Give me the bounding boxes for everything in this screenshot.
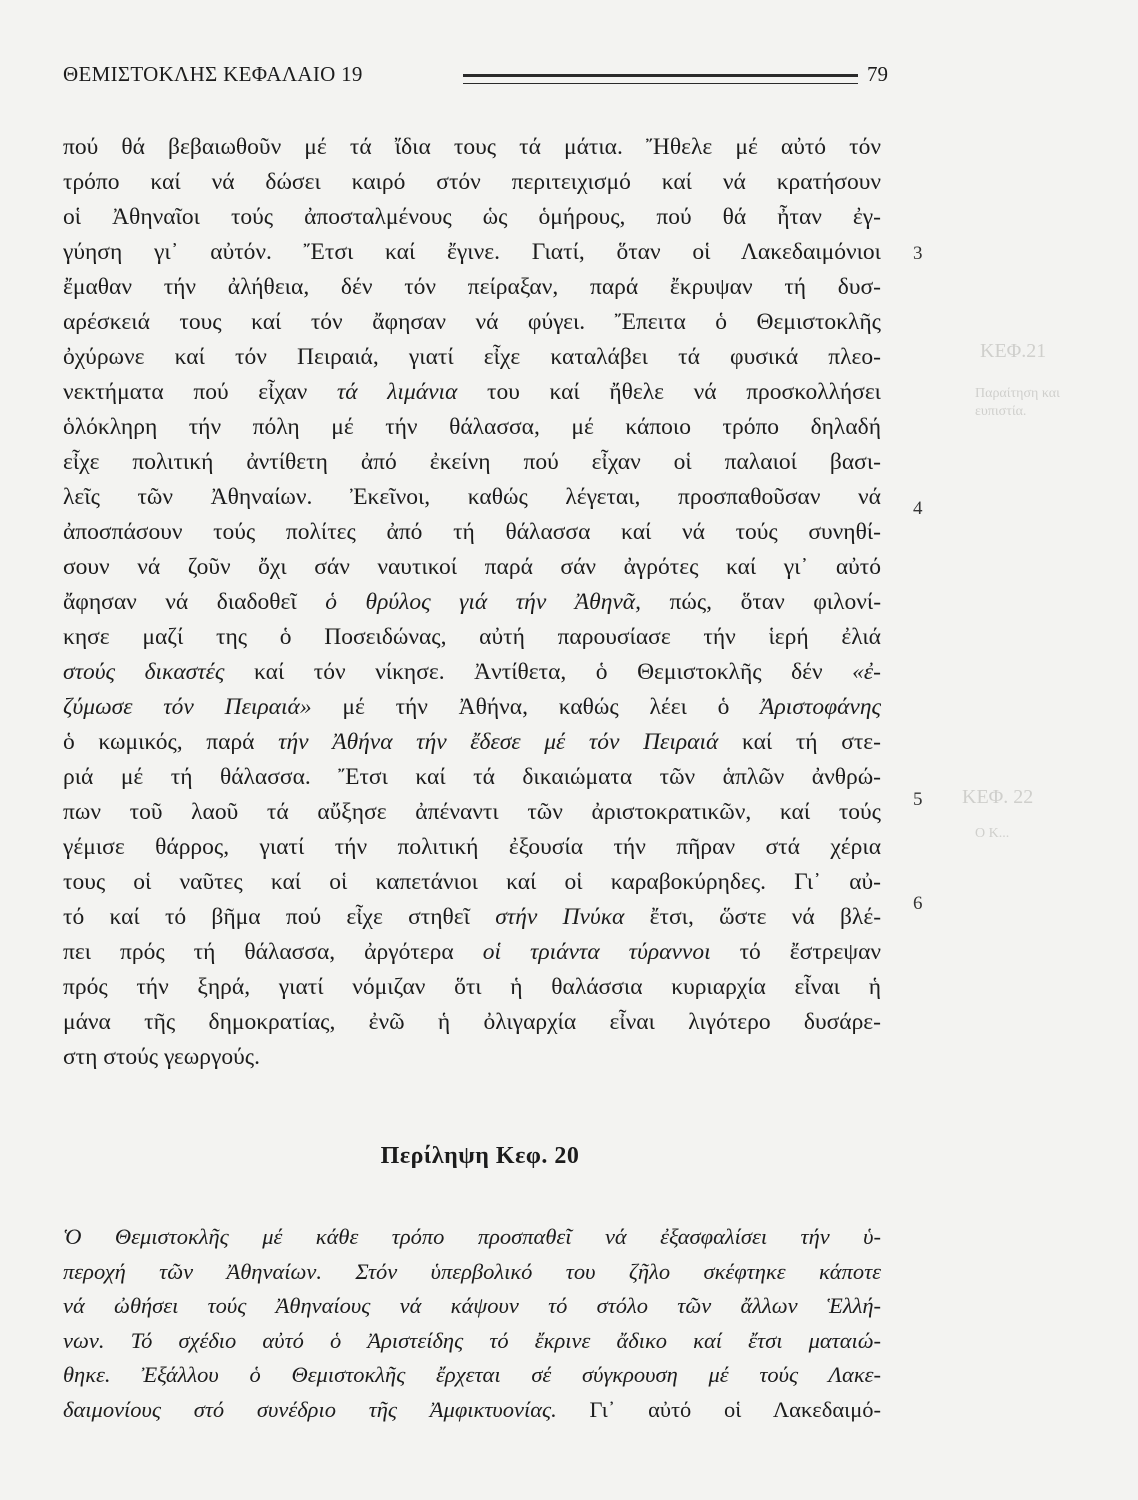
text-line: αρέσκειά τους καί τόν ἄφησαν νά φύγει. Ἔπειτα ὁ Θεμιστοκλῆς [63, 309, 881, 335]
show-through-text: Ο Κ... [975, 826, 1010, 841]
text-line: πού θά βεβαιωθοῦν μέ τά ἴδια τους τά μάτια. Ἤθελε μέ αὐτό τόν [63, 134, 881, 160]
text-line: μάνα τῆς δημοκρατίας, ἐνῶ ἡ ὀλιγαρχία εἶναι λιγότερο δυσάρε- [63, 1009, 881, 1035]
text-line: ὁ κωμικός, παρά τήν Ἀθήνα τήν ἔδεσε μέ τόν Πειραιά καί τή στε- [63, 729, 881, 755]
text-line: ὀχύρωνε καί τόν Πειραιά, γιατί εἶχε καταλάβει τά φυσικά πλεο- [63, 344, 881, 370]
summary-line: νά ὠθήσει τούς Ἀθηναίους νά κάψουν τό στόλο τῶν ἄλλων Ἑλλή- [63, 1293, 881, 1318]
show-through-text: Παραίτηση και [975, 386, 1060, 401]
margin-number: 3 [913, 243, 923, 264]
text-line: τρόπο καί νά δώσει καιρό στόν περιτειχισμό καί νά κρατήσουν [63, 169, 881, 195]
summary-line: δαιμονίους στό συνέδριο τῆς Ἀμφικτυονίας. Γι᾽ αὐτό οἱ Λακεδαιμό- [63, 1396, 881, 1422]
show-through-text: ΚΕΦ.21 [980, 340, 1047, 362]
text-line: ἄφησαν νά διαδοθεῖ ὁ θρύλος γιά τήν Ἀθηνᾶ, πώς, ὅταν φιλονί- [63, 589, 881, 615]
text-line: ἀποσπάσουν τούς πολίτες ἀπό τή θάλασσα καί νά τούς συνηθί- [63, 519, 881, 545]
text-line: λεῖς τῶν Ἀθηναίων. Ἐκεῖνοι, καθώς λέγεται, προσπαθοῦσαν νά [63, 484, 881, 510]
margin-number: 5 [913, 789, 923, 810]
body-text [63, 130, 881, 1075]
summary-line: νων. Τό σχέδιο αὐτό ὁ Ἀριστείδης τό ἔκρινε ἄδικο καί ἔτσι ματαιώ- [63, 1327, 881, 1353]
text-line: σουν νά ζοῦν ὄχι σάν ναυτικοί παρά σάν ἀγρότες καί γι᾽ αὐτό [63, 554, 881, 580]
margin-number: 6 [913, 893, 923, 914]
text-line: οἱ Ἀθηναῖοι τούς ἀποσταλμένους ὡς ὁμήρους, πού θά ἦταν ἐγ- [63, 204, 881, 230]
text-line: γύηση γι᾽ αὐτόν. Ἔτσι καί ἔγινε. Γιατί, ὅταν οἱ Λακεδαιμόνιοι [63, 239, 881, 265]
show-through-text: ΚΕΦ. 22 [962, 786, 1034, 808]
text-line: κησε μαζί της ὁ Ποσειδώνας, αὐτή παρουσίασε τήν ἱερή ἐλιά [63, 624, 881, 650]
header-title: ΘΕΜΙΣΤΟΚΛΗΣ ΚΕΦΑΛΑΙΟ 19 [63, 62, 363, 86]
header-rule [463, 74, 858, 84]
margin-number: 4 [913, 498, 923, 519]
text-line: γέμισε θάρρος, γιατί τήν πολιτική ἐξουσία τήν πῆραν στά χέρια [63, 834, 881, 860]
text-line: πει πρός τή θάλασσα, ἀργότερα οἱ τριάντα τύραννοι τό ἔστρεψαν [63, 939, 881, 965]
summary-line: Ὁ Θεμιστοκλῆς μέ κάθε τρόπο προσπαθεῖ νά ἐξασφαλίσει τήν ὑ- [63, 1224, 881, 1249]
summary-line: θηκε. Ἐξάλλου ὁ Θεμιστοκλῆς ἔρχεται σέ σύγκρουση μέ τούς Λακε- [63, 1362, 881, 1387]
text-line: τό καί τό βῆμα πού εἶχε στηθεῖ στήν Πνύκα ἔτσι, ὥστε νά βλέ- [63, 904, 881, 930]
text-line: ὁλόκληρη τήν πόλη μέ τήν θάλασσα, μέ κάποιο τρόπο δηλαδή [63, 414, 881, 440]
text-line: ριά μέ τή θάλασσα. Ἔτσι καί τά δικαιώματα τῶν ἁπλῶν ἀνθρώ- [63, 764, 881, 790]
text-line: ἔμαθαν τήν ἀλήθεια, δέν τόν πείραξαν, παρά ἔκρυψαν τή δυσ- [63, 274, 881, 300]
text-line: πρός τήν ξηρά, γιατί νόμιζαν ὅτι ἡ θαλάσσια κυριαρχία εἶναι ἡ [63, 974, 881, 1000]
text-line: ζύμωσε τόν Πειραιά» μέ τήν Ἀθήνα, καθώς λέει ὁ Ἀριστοφάνης [63, 694, 881, 720]
text-line: τους οἱ ναῦτες καί οἱ καπετάνιοι καί οἱ καραβοκύρηδες. Γι᾽ αὐ- [63, 869, 881, 895]
running-header [63, 62, 888, 94]
text-line: νεκτήματα πού εἶχαν τά λιμάνια του καί ἤθελε νά προσκολλήσει [63, 379, 881, 405]
text-line: στη στούς γεωργούς. [63, 1044, 260, 1070]
summary-line: περοχή τῶν Ἀθηναίων. Στόν ὑπερβολικό του ζῆλο σκέφτηκε κάποτε [63, 1258, 881, 1284]
text-line: πων τοῦ λαοῦ τά αὔξησε ἀπέναντι τῶν ἀριστοκρατικῶν, καί τούς [63, 799, 881, 825]
page-number: 79 [867, 62, 888, 86]
summary-paragraph [63, 1220, 881, 1427]
section-title: Περίληψη Κεφ. 20 [380, 1143, 580, 1169]
text-line: εἶχε πολιτική ἀντίθετη ἀπό ἐκείνη πού εἶχαν οἱ παλαιοί βασι- [63, 449, 881, 475]
show-through-text: ευπιστία. [975, 404, 1027, 419]
text-line: στούς δικαστές καί τόν νίκησε. Ἀντίθετα, ὁ Θεμιστοκλῆς δέν «ἐ- [63, 659, 881, 685]
